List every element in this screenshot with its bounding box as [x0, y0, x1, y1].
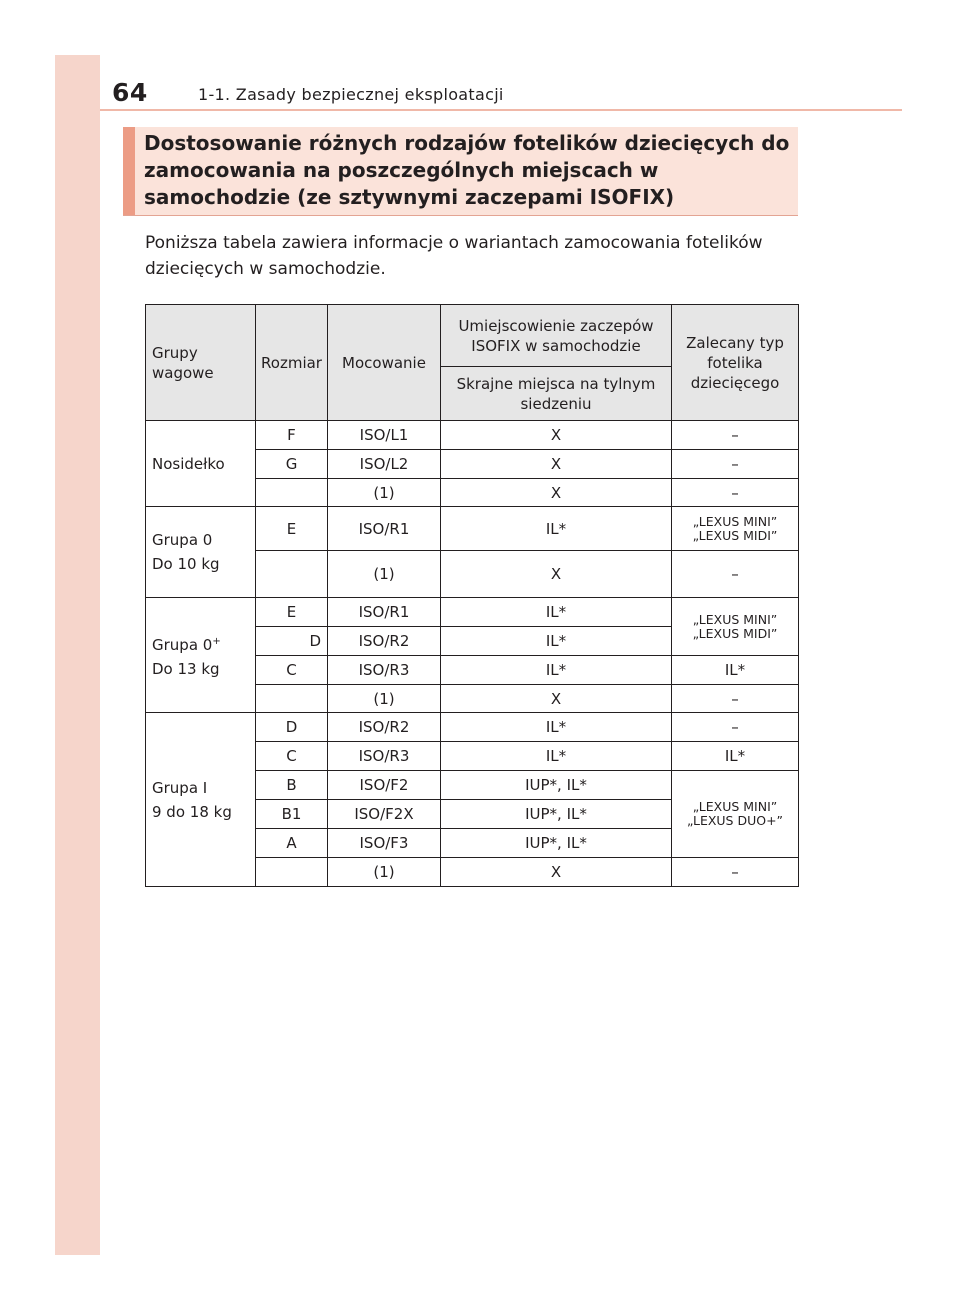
table-row: [146, 598, 799, 627]
mount-cell: (1): [328, 685, 441, 713]
section-heading-box: [123, 127, 798, 216]
size-cell: D: [256, 713, 328, 742]
size-cell: D: [256, 627, 328, 656]
position-cell: IL*: [441, 713, 672, 742]
mount-cell: ISO/R3: [328, 742, 441, 771]
header-outer-rear-seats: Skrajne miejsca na tylnym siedzeniu: [441, 367, 672, 421]
chapter-title: 1-1. Zasady bezpiecznej eksploatacji: [198, 85, 504, 104]
position-cell: IL*: [441, 656, 672, 685]
position-cell: IUP*, IL*: [441, 800, 672, 829]
recommended-cell: –: [672, 551, 799, 598]
mount-cell: (1): [328, 858, 441, 887]
table-row: [146, 713, 799, 742]
size-cell: B: [256, 771, 328, 800]
header-mount: Mocowanie: [328, 305, 441, 421]
header-divider: [100, 109, 902, 111]
recommended-line: „LEXUS MIDI”: [692, 625, 778, 641]
position-cell: IL*: [441, 507, 672, 551]
group-cell: [146, 598, 256, 713]
recommended-line: „LEXUS MIDI”: [692, 527, 778, 543]
group-cell: [146, 507, 256, 598]
mount-cell: ISO/R3: [328, 656, 441, 685]
side-margin-band: [55, 55, 100, 1255]
size-cell: [256, 479, 328, 507]
position-cell: X: [441, 479, 672, 507]
group-name: Grupa 0+: [152, 635, 221, 654]
size-cell: C: [256, 656, 328, 685]
recommended-cell: –: [672, 450, 799, 479]
size-cell: [256, 858, 328, 887]
recommended-cell: –: [672, 685, 799, 713]
position-cell: X: [441, 421, 672, 450]
position-cell: IL*: [441, 742, 672, 771]
size-cell: E: [256, 507, 328, 551]
recommended-cell: –: [672, 858, 799, 887]
recommended-line: „LEXUS MINI”: [692, 611, 778, 627]
group-weight: Do 10 kg: [152, 555, 220, 573]
mount-cell: ISO/F2: [328, 771, 441, 800]
header-weight-group: Grupy wagowe: [146, 305, 256, 421]
position-cell: IL*: [441, 627, 672, 656]
recommended-cell: [672, 507, 799, 551]
size-cell: G: [256, 450, 328, 479]
mount-cell: (1): [328, 551, 441, 598]
mount-cell: ISO/R2: [328, 713, 441, 742]
group-cell: Nosidełko: [146, 421, 256, 507]
position-cell: IUP*, IL*: [441, 771, 672, 800]
group-name: Grupa I: [152, 778, 208, 797]
group-weight: 9 do 18 kg: [152, 802, 232, 821]
recommended-cell: IL*: [672, 742, 799, 771]
recommended-cell: [672, 598, 799, 656]
recommended-cell: [672, 771, 799, 858]
header-size: Rozmiar: [256, 305, 328, 421]
size-cell: B1: [256, 800, 328, 829]
position-cell: IUP*, IL*: [441, 829, 672, 858]
size-cell: A: [256, 829, 328, 858]
position-cell: IL*: [441, 598, 672, 627]
page-number: 64: [112, 78, 148, 107]
isofix-seat-table: [145, 304, 799, 887]
size-cell: [256, 551, 328, 598]
recommended-cell: –: [672, 479, 799, 507]
recommended-line: „LEXUS DUO+”: [686, 813, 784, 828]
recommended-line: „LEXUS MINI”: [692, 799, 778, 814]
position-cell: X: [441, 450, 672, 479]
size-cell: [256, 685, 328, 713]
position-cell: X: [441, 685, 672, 713]
header-recommended-seat: Zalecany typ fotelika dziecięcego: [672, 305, 799, 421]
group-name: Grupa 0: [152, 531, 213, 549]
size-cell: E: [256, 598, 328, 627]
mount-cell: ISO/L1: [328, 421, 441, 450]
mount-cell: ISO/R2: [328, 627, 441, 656]
mount-cell: ISO/R1: [328, 507, 441, 551]
section-heading: Dostosowanie różnych rodzajów fotelików dziecięcych do zamocowania na poszczególnych miejscach w samochodzie (ze sztywnymi zaczepami ISOFIX): [144, 131, 790, 209]
table-row: [146, 507, 799, 551]
mount-cell: ISO/L2: [328, 450, 441, 479]
size-cell: C: [256, 742, 328, 771]
mount-cell: (1): [328, 479, 441, 507]
recommended-line: „LEXUS MINI”: [692, 513, 778, 529]
mount-cell: ISO/F3: [328, 829, 441, 858]
table-row: [146, 421, 799, 450]
group-weight: Do 13 kg: [152, 659, 220, 678]
mount-cell: ISO/R1: [328, 598, 441, 627]
recommended-cell: IL*: [672, 656, 799, 685]
recommended-cell: –: [672, 713, 799, 742]
size-cell: F: [256, 421, 328, 450]
position-cell: X: [441, 858, 672, 887]
group-cell: [146, 713, 256, 887]
section-accent-bar: [123, 127, 135, 215]
header-isofix-location: Umiejscowienie zaczepów ISOFIX w samochodzie: [441, 305, 672, 367]
recommended-cell: –: [672, 421, 799, 450]
mount-cell: ISO/F2X: [328, 800, 441, 829]
position-cell: X: [441, 551, 672, 598]
table-header-row: [146, 305, 799, 367]
intro-paragraph: Poniższa tabela zawiera informacje o wariantach zamocowania fotelików dziecięcych w samochodzie.: [145, 233, 763, 279]
